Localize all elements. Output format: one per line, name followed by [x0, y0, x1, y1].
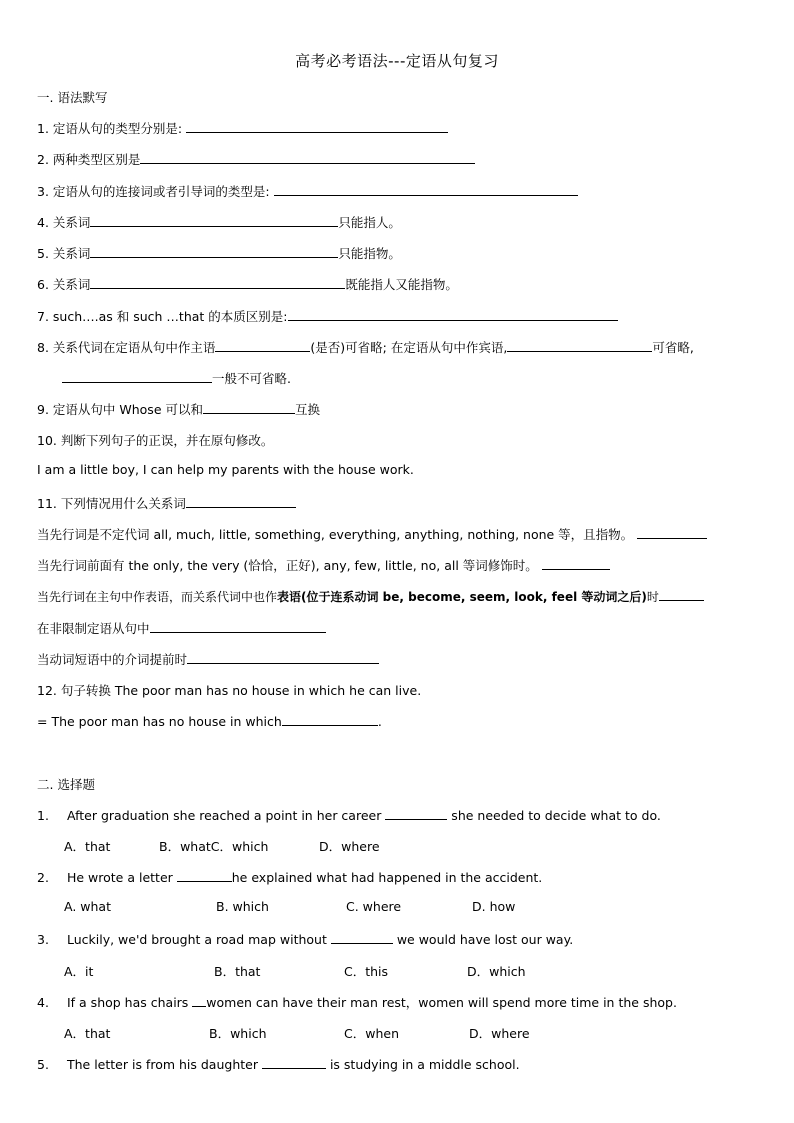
question-11d: 在非限制定语从句中	[37, 619, 326, 637]
option-b[interactable]: B．that	[214, 964, 261, 979]
option-d[interactable]: D. how	[472, 899, 516, 914]
answer-blank[interactable]	[385, 806, 447, 820]
answer-blank[interactable]	[186, 494, 296, 508]
option-d[interactable]: D．where	[469, 1026, 530, 1041]
option-a[interactable]: A．it	[64, 964, 94, 979]
option-a[interactable]: A．that	[64, 1026, 111, 1041]
answer-blank[interactable]	[90, 275, 345, 289]
question-11b: 当先行词前面有 the only, the very (恰恰，正好), any, few, little, no, all 等词修饰时。	[37, 556, 610, 574]
mc-question-3: 3. Luckily, we'd brought a road map without we would have lost our way.	[37, 932, 574, 947]
answer-blank[interactable]	[282, 712, 378, 726]
answer-blank[interactable]	[177, 868, 232, 882]
question-6: 6. 关系词 既能指人又能指物。	[37, 277, 458, 292]
question-10: 10. 判断下列句子的正误，并在原句修改。	[37, 433, 274, 448]
question-4: 4. 关系词 只能指人。	[37, 215, 401, 230]
option-b[interactable]: B. which	[216, 899, 269, 914]
option-c[interactable]: C. where	[346, 899, 402, 914]
question-12: 12. 句子转换 The poor man has no house in which he can live.	[37, 683, 422, 698]
section1-heading: 一. 语法默写	[37, 90, 108, 105]
question-9: 9. 定语从句中 Whose 可以和 互换	[37, 402, 320, 417]
answer-blank[interactable]	[150, 619, 326, 633]
mc-question-4: 4. If a shop has chairs women can have their man rest，women will spend more time in the shop.	[37, 995, 677, 1010]
option-b[interactable]: B．which	[209, 1026, 267, 1041]
section2-heading: 二. 选择题	[37, 777, 95, 792]
mc-question-1: 1. After graduation she reached a point in her career she needed to decide what to do.	[37, 808, 661, 823]
answer-blank[interactable]	[186, 119, 448, 133]
answer-blank[interactable]	[90, 213, 338, 227]
answer-blank[interactable]	[288, 307, 618, 321]
answer-blank[interactable]	[542, 556, 610, 570]
answer-blank[interactable]	[187, 650, 379, 664]
question-10-sentence: I am a little boy, I can help my parents with the house work.	[37, 462, 414, 477]
option-d[interactable]: D．which	[467, 964, 526, 979]
option-a[interactable]: A．that	[64, 839, 111, 854]
option-c[interactable]: C．when	[344, 1026, 399, 1041]
answer-blank[interactable]	[62, 369, 212, 383]
option-a[interactable]: A. what	[64, 899, 111, 914]
question-5: 5. 关系词 只能指物。	[37, 246, 401, 261]
option-d[interactable]: D．where	[319, 839, 380, 854]
answer-blank[interactable]	[140, 150, 475, 164]
question-3: 3. 定语从句的连接词或者引导词的类型是:	[37, 182, 578, 200]
mc-options-1	[64, 837, 380, 855]
mc-options-4	[64, 1024, 530, 1042]
question-1: 1. 定语从句的类型分别是:	[37, 119, 448, 137]
mc-options-2	[64, 899, 515, 914]
question-8-cont: 一般不可省略.	[62, 369, 291, 387]
answer-blank[interactable]	[331, 930, 393, 944]
mc-options-3	[64, 962, 526, 980]
answer-blank[interactable]	[215, 338, 310, 352]
answer-blank[interactable]	[192, 993, 206, 1007]
option-c[interactable]: C．this	[344, 964, 389, 979]
question-2: 2. 两种类型区别是	[37, 150, 475, 168]
question-12-answer: = The poor man has no house in which .	[37, 714, 382, 729]
answer-blank[interactable]	[659, 587, 704, 601]
answer-blank[interactable]	[262, 1055, 326, 1069]
question-8: 8. 关系代词在定语从句中作主语 (是否)可省略; 在定语从句中作宾语, 可省略,	[37, 340, 694, 355]
page-title: 高考必考语法---定语从句复习	[295, 52, 499, 70]
question-7: 7. such….as 和 such …that 的本质区别是:	[37, 307, 618, 325]
question-11: 11. 下列情况用什么关系词	[37, 494, 296, 512]
answer-blank[interactable]	[203, 400, 295, 414]
answer-blank[interactable]	[507, 338, 652, 352]
mc-question-5: 5. The letter is from his daughter is studying in a middle school.	[37, 1057, 520, 1072]
question-11c: 当先行词在主句中作表语，而关系代词中也作表语(位于连系动词 be, become, seem, look, feel 等动词之后)时	[37, 587, 704, 605]
option-b[interactable]: B．whatC．which	[159, 839, 269, 854]
answer-blank[interactable]	[274, 182, 578, 196]
question-11e: 当动词短语中的介词提前时	[37, 650, 379, 668]
answer-blank[interactable]	[90, 244, 338, 258]
answer-blank[interactable]	[637, 525, 707, 539]
question-11a: 当先行词是不定代词 all, much, little, something, everything, anything, nothing, none 等，且指物。	[37, 525, 707, 543]
mc-question-2: 2. He wrote a letter he explained what had happened in the accident.	[37, 870, 543, 885]
